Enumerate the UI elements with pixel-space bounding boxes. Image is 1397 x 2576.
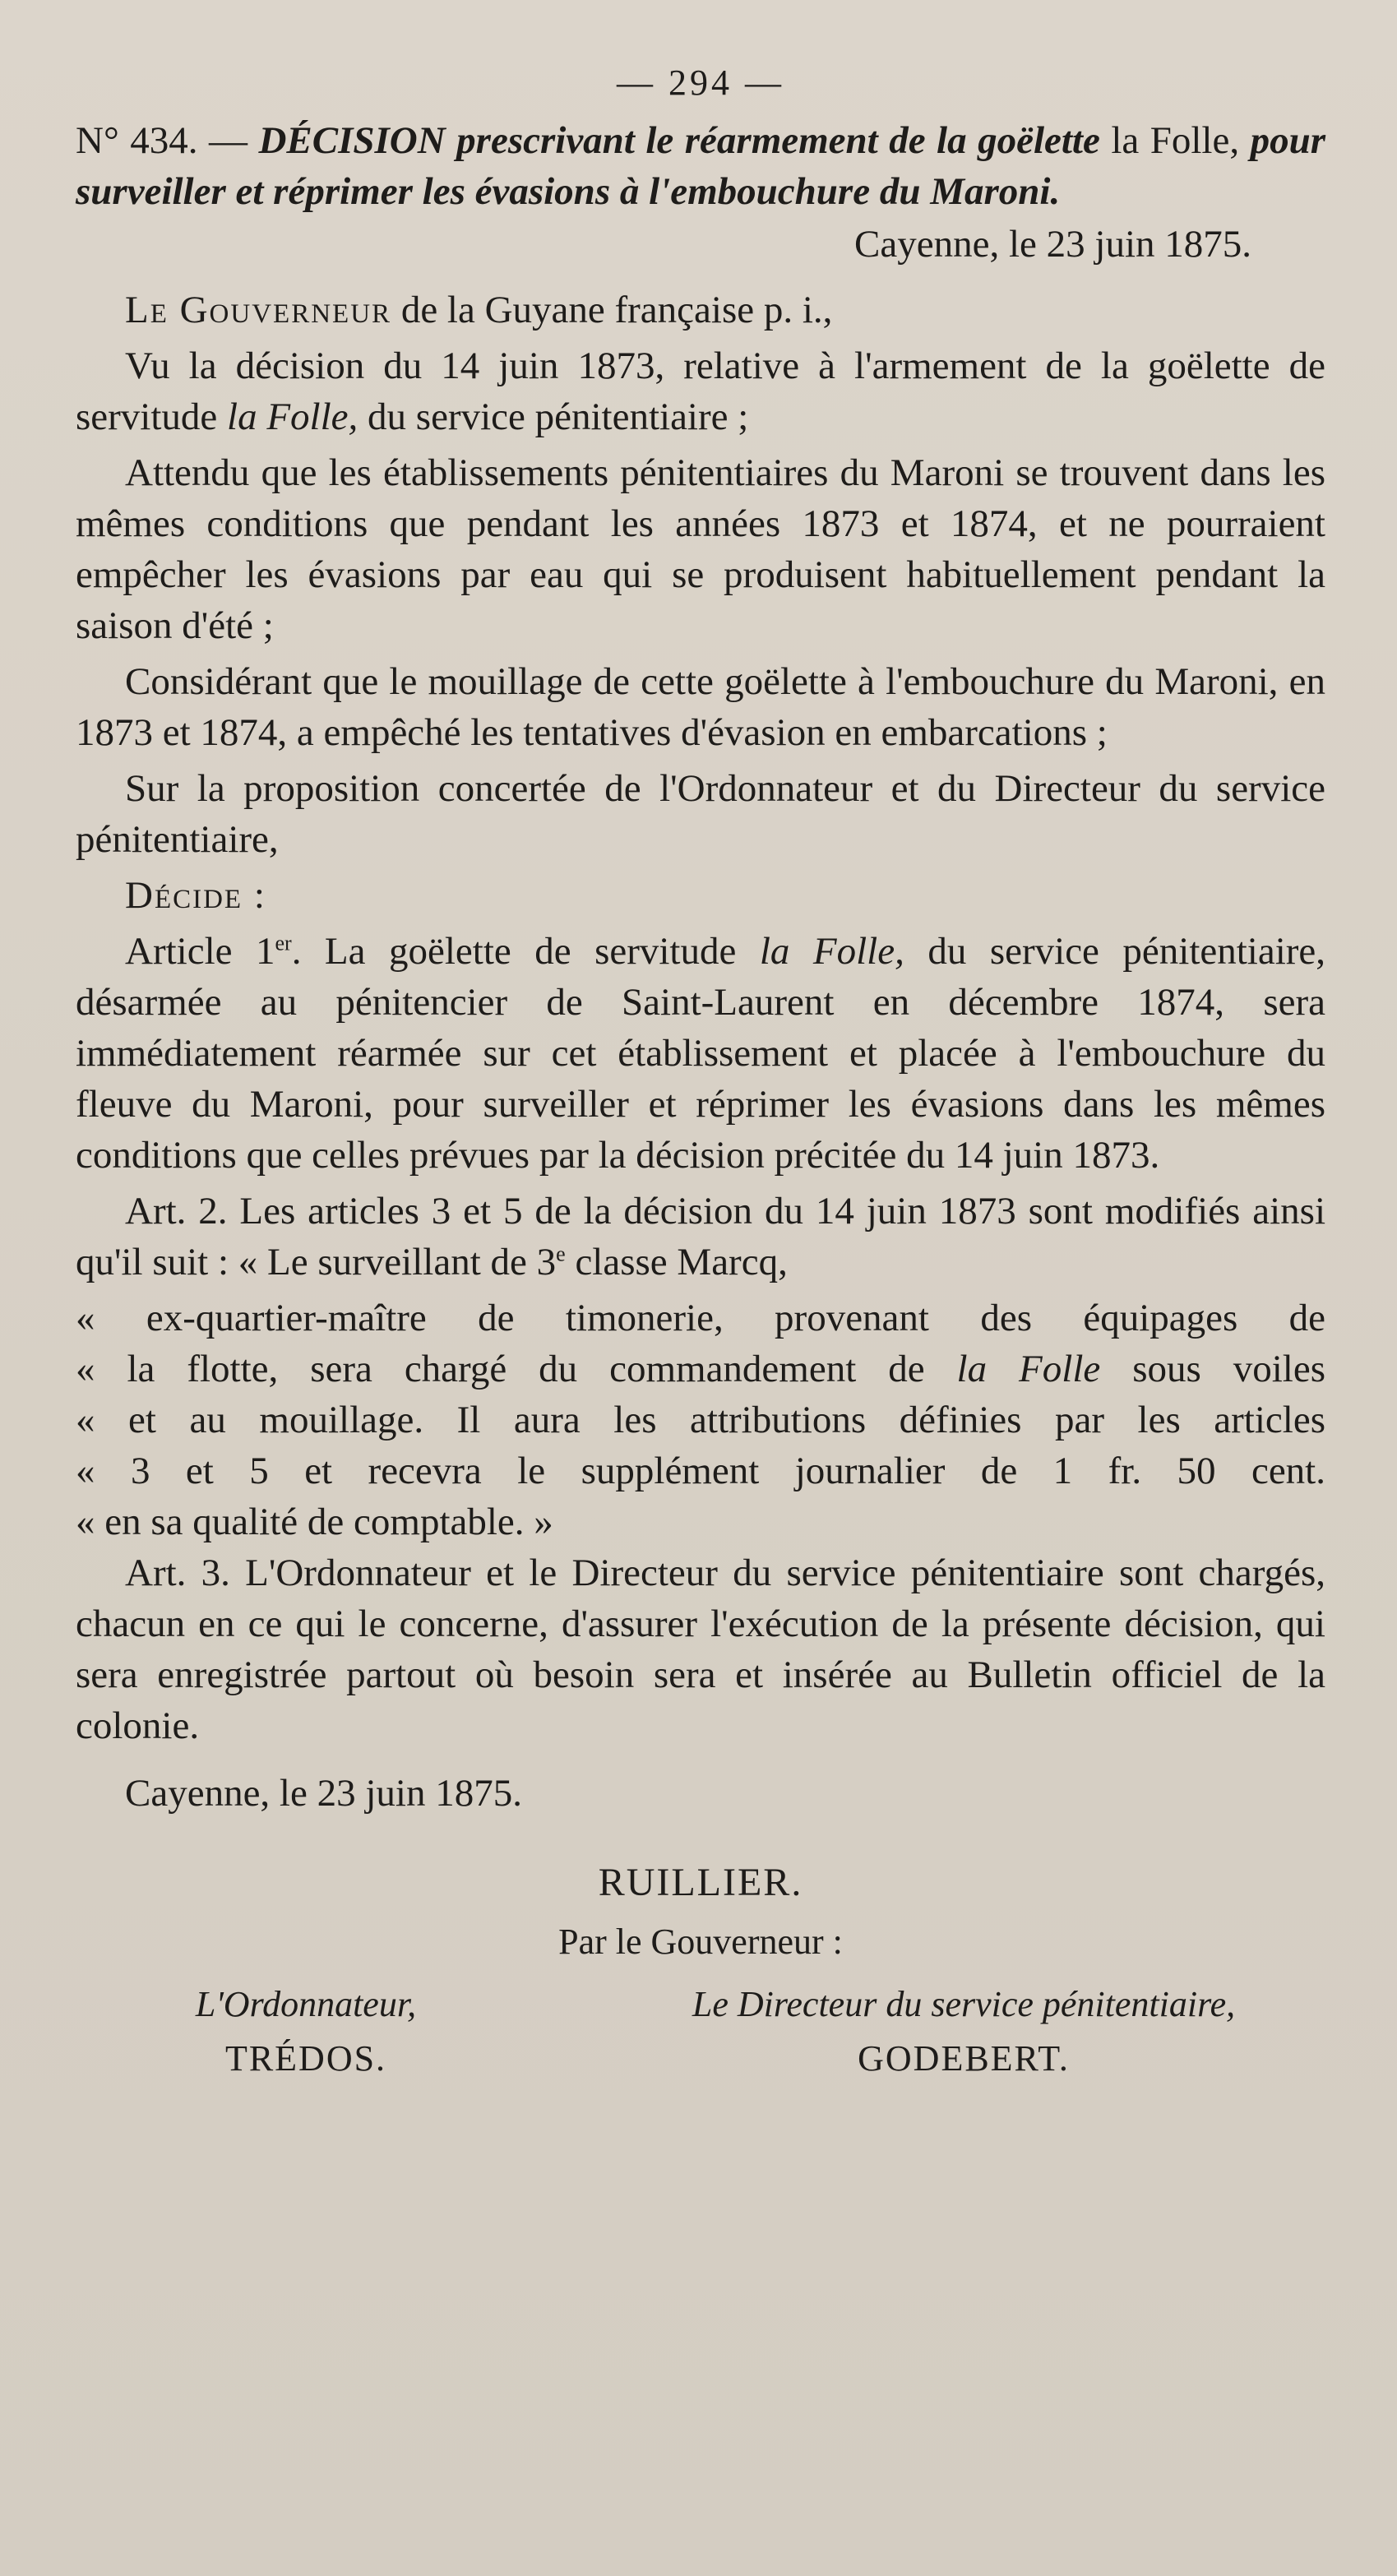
countersignature-ordonnateur [76,1979,536,2084]
vu-ship: la Folle, [227,395,359,438]
proposition-paragraph: Sur la proposition concertée de l'Ordonnateur et du Directeur du service pénitentiaire, [76,767,1325,861]
article-2 [76,1186,1325,1288]
article-1-sup: er [275,931,292,955]
decision-title [76,115,1325,217]
title-part1: prescrivant le réarmement de la goëlette [456,119,1100,162]
ordonnateur-role: L'Ordonnateur, [195,1984,417,2024]
closing-date: Cayenne, le 23 juin 1875. [125,1772,522,1815]
decide-label: Décide : [125,874,266,917]
article-3: Art. 3. L'Ordonnateur et le Directeur du service pénitentiaire sont chargés, chacun en ce qui le concerne, d'assurer l'exécution de la présente décision, qui sera enregistrée partout où besoin sera et insérée au Bulletin officiel de la colonie. [76,1552,1325,1747]
decision-word: DÉCISION [258,119,446,162]
article-1 [76,926,1325,1181]
directeur-name: GODEBERT. [858,2038,1070,2079]
article-2-line-5: « 3 et 5 et recevra le supplément journalier de 1 fr. 50 cent. [76,1450,1325,1492]
vu-after: du service pénitentiaire ; [368,395,749,438]
vu-before: Vu la décision du 14 juin 1873, relative à l'armement de la goëlette de servitude [76,345,1325,438]
signatory: RUILLIER. [598,1861,803,1904]
countersignature-directeur [602,1979,1325,2084]
considerant-paragraph: Considérant que le mouillage de cette goëlette à l'embouchure du Maroni, en 1873 et 1874, a empêché les tentatives d'évasion en embarcations ; [76,660,1325,754]
directeur-role: Le Directeur du service pénitentiaire, [692,1984,1236,2024]
par-gouverneur: Par le Gouverneur : [558,1922,843,1962]
article-2-sup: e [556,1242,566,1266]
article-2-line-2: « ex-quartier-maître de timonerie, provenant des équipages de [76,1297,1325,1339]
vu-paragraph [76,340,1325,442]
article-2-line-3-after: sous voiles [1132,1348,1326,1390]
article-1-label: Article 1 [125,930,275,973]
article-1-after: du service pénitentiaire, désarmée au pénitencier de Saint-Laurent en décembre 1874, sera immédiatement réarmée sur cet établissement et placée à l'embouchure du fleuve du Maroni, pour surveiller et réprimer les évasions dans les mêmes conditions que celles prévues par la décision précitée du 14 juin 1873. [76,930,1326,1177]
title-part2: pour surveiller et réprimer les évasions à l'embouchure du Maroni. [76,119,1326,213]
document-body [76,58,1325,2084]
article-2-line-4: « et au mouillage. Il aura les attributions définies par les articles [76,1399,1325,1441]
article-2-line-3-ship: la Folle [956,1348,1101,1390]
governor-line [76,284,1325,335]
attendu-paragraph: Attendu que les établissements pénitentiaires du Maroni se trouvent dans les mêmes conditions que pendant les années 1873 et 1874, et ne pourraient empêcher les évasions par eau qui se produisent habituellement pendant la saison d'été ; [76,451,1325,647]
page-number: — 294 — [617,62,784,103]
countersignatures [76,1979,1325,2084]
decision-number: N° 434. — [76,119,247,162]
article-2-intro: Art. 2. Les articles 3 et 5 de la décision du 14 juin 1873 sont modifiés ainsi qu'il suit : « Le surveillant de 3 [76,1190,1325,1283]
ordonnateur-name: TRÉDOS. [224,2038,387,2079]
title-ship: la Folle, [1111,119,1240,162]
governor-rest: de la Guyane française p. i., [400,289,833,331]
article-2-line-3 [76,1343,1325,1394]
article-2-line-3-before: « la flotte, sera chargé du commandement de [76,1348,925,1390]
dateline: Cayenne, le 23 juin 1875. [854,223,1251,266]
article-2-intro-end: classe Marcq, [565,1241,788,1283]
article-1-before: . La goëlette de servitude [291,930,737,973]
governor-prefix: Le Gouverneur [125,289,392,331]
article-1-ship: la Folle, [759,930,904,973]
article-2-line-6: « en sa qualité de comptable. » [76,1501,553,1543]
